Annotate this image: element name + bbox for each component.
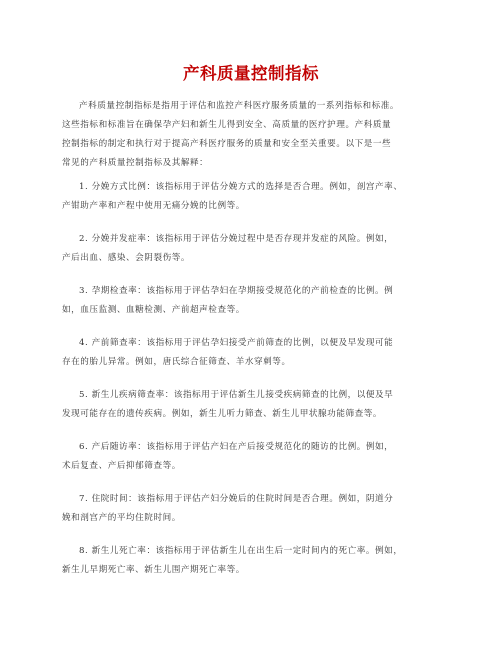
intro-line: 控制指标的制定和执行对于提高产科医疗服务的质量和安全至关重要。以下是一些 [62, 139, 392, 149]
list-item-line: 6. 产后随访率：该指标用于评估产妇在产后接受规范化的随访的比例。例如， [79, 442, 394, 452]
list-item [62, 282, 452, 320]
list-item [62, 542, 452, 580]
list-item-line: 7. 住院时间：该指标用于评估产妇分娩后的住院时间是否合理。例如，阴道分 [79, 494, 394, 504]
list-item-line: 新生儿早期死亡率、新生儿围产期死亡率等。 [62, 565, 245, 575]
intro-line: 产科质量控制指标是指用于评估和监控产科医疗服务质量的一系列指标和标准。 [79, 101, 400, 111]
list-item-line: 发现可能存在的遗传疾病。例如，新生儿听力筛查、新生儿甲状腺功能筛查等。 [62, 409, 383, 419]
intro-line: 常见的产科质量控制指标及其解释： [62, 158, 209, 168]
list-item-line: 术后复查、产后抑郁筛查等。 [62, 461, 181, 471]
list-item-line: 存在的胎儿异常。例如，唐氏综合征筛查、羊水穿刺等。 [62, 357, 291, 367]
list-item [62, 178, 452, 216]
document-title: 产科质量控制指标 [183, 64, 319, 83]
list-item [62, 490, 452, 528]
list-item [62, 230, 452, 268]
intro-line: 这些指标和标准旨在确保孕产妇和新生儿得到安全、高质量的医疗护理。产科质量 [62, 120, 392, 130]
list-item-line: 如，血压监测、血糖检测、产前超声检查等。 [62, 305, 245, 315]
list-item-line: 产后出血、感染、会阴裂伤等。 [62, 253, 191, 263]
list-item [62, 334, 452, 372]
list-item-line: 产钳助产率和产程中使用无痛分娩的比例等。 [62, 201, 245, 211]
list-item [62, 438, 452, 476]
list-item-line: 1. 分娩方式比例：该指标用于评估分娩方式的选择是否合理。例如，剖宫产率、 [79, 182, 403, 192]
list-item [62, 386, 452, 424]
list-item-line: 8. 新生儿死亡率：该指标用于评估新生儿在出生后一定时间内的死亡率。例如， [79, 546, 403, 556]
list-item-line: 4. 产前筛查率：该指标用于评估孕妇接受产前筛查的比例，以便及早发现可能 [79, 338, 394, 348]
list-item-line: 3. 孕期检查率：该指标用于评估孕妇在孕期接受规范化的产前检查的比例。例 [79, 286, 394, 296]
list-item-line: 5. 新生儿疾病筛查率：该指标用于评估新生儿接受疾病筛查的比例，以便及早 [79, 390, 394, 400]
list-item-line: 娩和剖宫产的平均住院时间。 [62, 513, 181, 523]
list-item-line: 2. 分娩并发症率：该指标用于评估分娩过程中是否存现并发症的风险。例如， [79, 234, 394, 244]
intro-paragraph [62, 97, 452, 173]
